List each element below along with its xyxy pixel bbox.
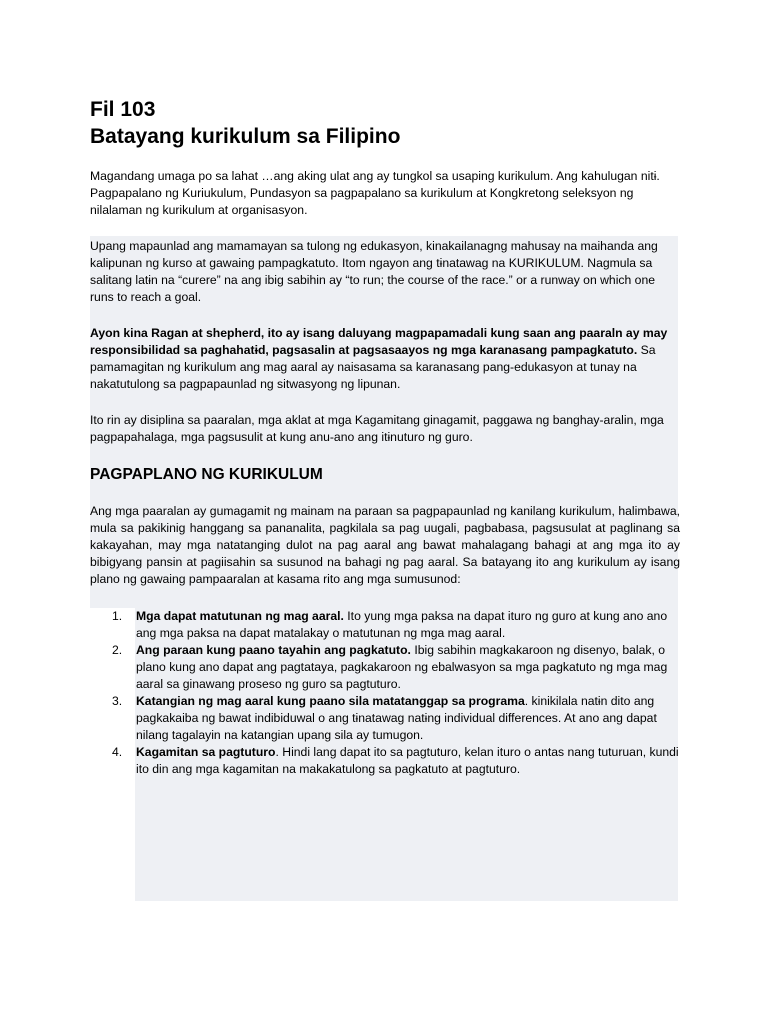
list-item-lead: Ang paraan kung paano tayahin ang pagkatuto. xyxy=(136,643,411,657)
section-heading: PAGPAPLANO NG KURIKULUM xyxy=(90,466,323,483)
definition-paragraph: Upang mapaunlad ang mamamayan sa tulong ng edukasyon, kinakailanagng mahusay na maihanda ang kalipunan ng kurso at gawaing pampagkatuto. Itom ngayon ang tɨnatawag na KURIKULUM. Nagmula sa salitang latɨn na “curere” na ang ibig sabihin ay “to run; the course of the race.” or a runway on which one runs to reach a goal. xyxy=(90,239,658,304)
list-item-text: . Hindi lang dapat ito sa pagtuturo, kelan ituro o antas nang tuturuan, kundi ito din ang mga kagamitan na makakatulong sa pagkatuto at pagtuturo. xyxy=(136,745,679,776)
list-item-lead: Mga dapat matutunan ng mag aaral. xyxy=(136,609,344,623)
list-item-number: 3. xyxy=(112,694,123,708)
planning-paragraph: Ang mga paaralan ay gumagamit ng mainam na paraan sa pagpapaunlad ng kanilang kurikulum, halimbawa, mula sa pakikinig hanggang sa pananalita, pagkilala sa pag uugali, pagbabasa, pagsusulat at paglinang sa kakayahan, may mga natatanging dulot na pag aaral ang bawat mahalagang bahagi at ang mga ito ay bibigyang pansin at pagiisahin sa susunod na bahagi ng pag aaral. Sa batayang ito ang kurikulum ay isang plano ng gawaing pampaaralan at kasama rito ang mga sumusunod: xyxy=(90,504,680,586)
curriculum-components-list xyxy=(90,608,680,778)
list-item-number: 2. xyxy=(112,643,123,657)
document-title: Fil 103 xyxy=(90,98,156,121)
list-item xyxy=(90,744,680,778)
list-item xyxy=(90,608,680,642)
list-item-text: Ito yung mga paksa na dapat ituro ng guro at kung ano ano ang mga paksa na dapat matalakay o matutunan ng mga mag aaral. xyxy=(136,609,668,640)
discipline-paragraph: Ito rin ay disiplina sa paaralan, mga aklat at mga Kagamitang ginagamit, paggawa ng banghay-aralin, mga pagpapahalaga, mga pagsusulit at kung anu-ano ang itɨnuturo ng guro. xyxy=(90,413,664,444)
intro-paragraph: Magandang umaga po sa lahat …ang aking ulat ang ay tungkol sa usaping kurikulum. Ang kahulugan nitɨ. Pagpapalano ng Kuriukulum, Pundasyon sa pagpapalano sa kurikulum at Kongkretong seleksyon ng nilalaman ng kurikulum at organisasyon. xyxy=(90,169,660,217)
list-item xyxy=(90,642,680,693)
ragan-shepherd-rest-text: Sa pamamagitan ng kurikulum ang mag aaral ay naisasama sa karanasang pang-edukasyon at tunay na nakatutulong sa pagpapaunlad ng sitwasyong ng lipunan. xyxy=(90,343,656,391)
list-item-lead: Katangian ng mag aaral kung paano sila matatanggap sa programa xyxy=(136,694,525,708)
list-item xyxy=(90,693,680,744)
ragan-shepherd-paragraph xyxy=(90,325,680,393)
document-subtitle: Batayang kurikulum sa Filipino xyxy=(90,125,401,148)
list-item-text: . kinikilala natɨn dito ang pagkakaiba ng bawat indibiduwal o ang tɨnatawag natɨng individual differences. At ano ang dapat nilang tagalayin na katangian upang sila ay tumugon. xyxy=(136,694,657,742)
list-item-text: Ibig sabihin magkakaroon ng disenyo, balak, o plano kung ano dapat ang pagtataya, pagkakaroon ng ebalwasyon sa mga pagkatuto ng mga mag aaral sa ginawang proseso ng guro sa pagtuturo. xyxy=(136,643,668,691)
list-item-number: 1. xyxy=(112,609,123,623)
ragan-shepherd-bold-text: Ayon kina Ragan at shepherd, ito ay isang daluyang magpapamadali kung saan ang paaraln ay may responsibilidad sa paghahatɨd, pagsasalin at pagsasaayos ng mga karanasang pampagkatuto. xyxy=(90,326,668,357)
list-item-number: 4. xyxy=(112,745,123,759)
list-item-lead: Kagamitan sa pagtuturo xyxy=(136,745,276,759)
